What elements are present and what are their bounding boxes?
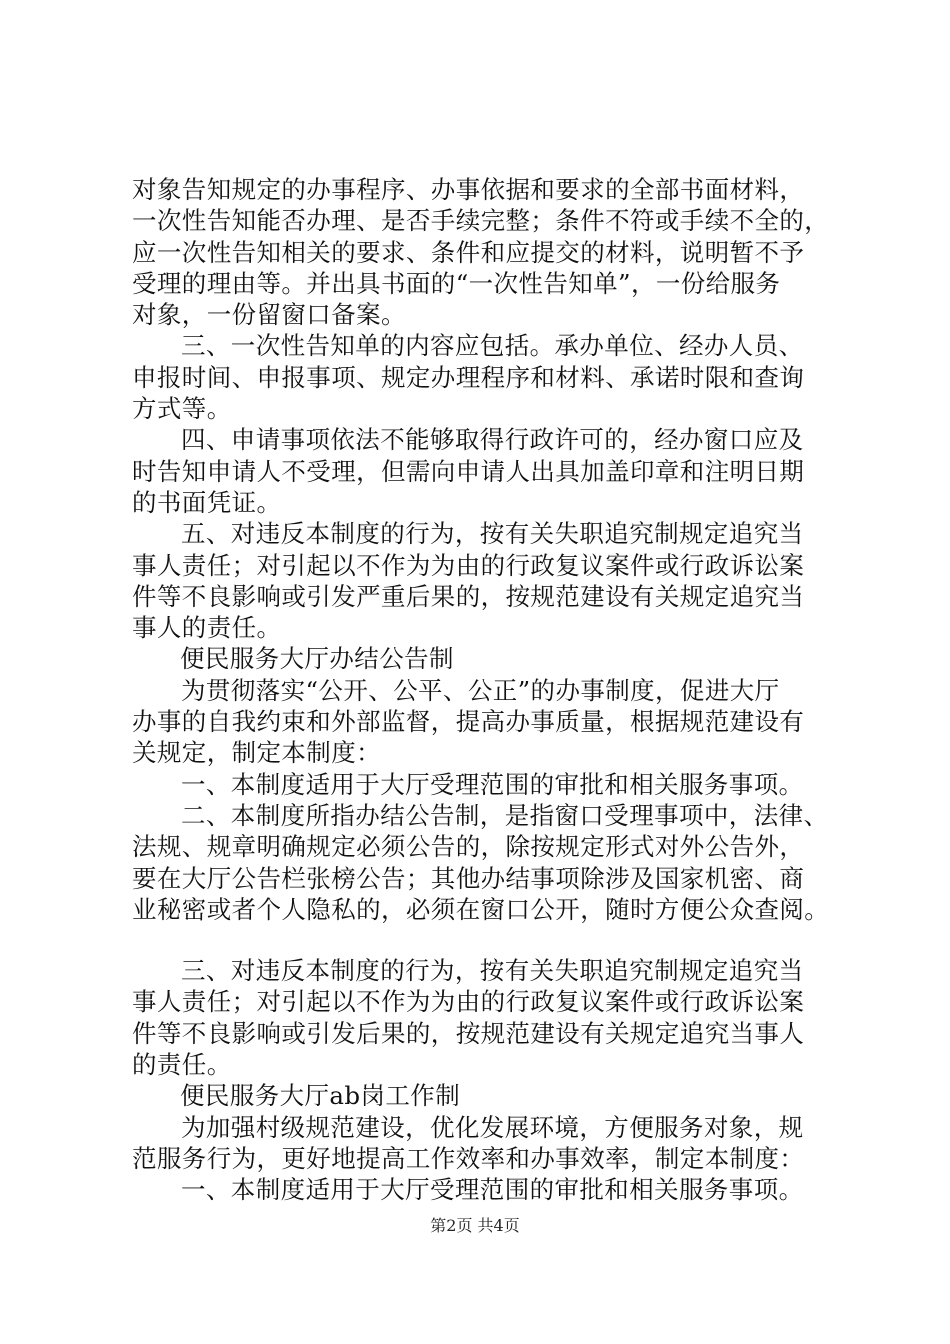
paragraph-start-line: 三、一次性告知单的内容应包括。承办单位、经办人员、	[181, 331, 804, 361]
text-line: 事人责任；对引起以不作为为由的行政复议案件或行政诉讼案	[132, 550, 805, 580]
text-line: 业秘密或者个人隐私的，必须在窗口公开，随时方便公众查阅。	[132, 894, 830, 924]
text-line: 要在大厅公告栏张榜公告；其他办结事项除涉及国家机密、商	[132, 863, 805, 893]
text-line: 一次性告知能否办理、是否手续完整；条件不符或手续不全的，	[132, 206, 830, 236]
text-line: 件等不良影响或引发严重后果的，按规范建设有关规定追究当	[132, 581, 805, 611]
document-body	[132, 174, 852, 1206]
text-line: 对象，一份留窗口备案。	[132, 300, 406, 330]
paragraph-start-line: 五、对违反本制度的行为，按有关失职追究制规定追究当	[181, 519, 804, 549]
text-line: 方式等。	[132, 394, 232, 424]
text-line: 关规定，制定本制度：	[132, 738, 381, 768]
page-footer	[0, 1215, 950, 1237]
section-heading: 便民服务大厅ab岗工作制	[180, 1081, 461, 1111]
paragraph-start-line: 二、本制度所指办结公告制，是指窗口受理事项中，法律、	[181, 800, 829, 830]
text-line: 应一次性告知相关的要求、条件和应提交的材料，说明暂不予	[132, 237, 805, 267]
page-number-label: 第2页 共4页	[430, 1216, 520, 1235]
paragraph-start-line: 四、申请事项依法不能够取得行政许可的，经办窗口应及	[181, 425, 804, 455]
text-line: 的责任。	[132, 1050, 232, 1080]
paragraph-start-line: 三、对违反本制度的行为，按有关失职追究制规定追究当	[181, 956, 804, 986]
text-line: 时告知申请人不受理，但需向申请人出具加盖印章和注明日期	[132, 456, 805, 486]
paragraph-start-line: 一、本制度适用于大厅受理范围的审批和相关服务事项。	[181, 769, 804, 799]
text-line: 范服务行为，更好地提高工作效率和办事效率，制定本制度：	[132, 1143, 805, 1173]
section-heading: 便民服务大厅办结公告制	[180, 644, 454, 674]
text-line: 受理的理由等。并出具书面的“一次性告知单”，一份给服务	[132, 268, 781, 298]
text-line: 申报时间、申报事项、规定办理程序和材料、承诺时限和查询	[132, 362, 805, 392]
text-line: 办事的自我约束和外部监督，提高办事质量，根据规范建设有	[132, 707, 805, 737]
text-line: 事人的责任。	[132, 613, 282, 643]
paragraph-gap	[132, 925, 852, 955]
paragraph-start-line: 为贯彻落实“公开、公平、公正”的办事制度，促进大厅	[181, 675, 780, 705]
text-line: 对象告知规定的办事程序、办事依据和要求的全部书面材料，	[132, 175, 805, 204]
text-line: 法规、规章明确规定必须公告的，除按规定形式对外公告外，	[132, 832, 805, 862]
paragraph-start-line: 为加强村级规范建设，优化发展环境，方便服务对象，规	[181, 1112, 804, 1142]
paragraph-start-line: 一、本制度适用于大厅受理范围的审批和相关服务事项。	[181, 1175, 804, 1205]
text-line: 事人责任；对引起以不作为为由的行政复议案件或行政诉讼案	[132, 987, 805, 1017]
text-line: 件等不良影响或引发后果的，按规范建设有关规定追究当事人	[132, 1018, 805, 1048]
text-line: 的书面凭证。	[132, 487, 282, 517]
